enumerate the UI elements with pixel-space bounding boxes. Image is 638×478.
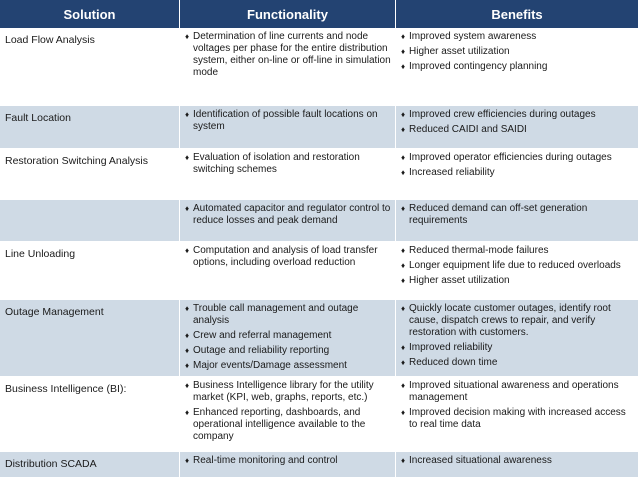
bullet-icon: ♦ bbox=[401, 456, 406, 465]
bullet-icon: ♦ bbox=[401, 47, 406, 56]
functionality-list bbox=[185, 380, 391, 443]
header-functionality: Functionality bbox=[180, 0, 396, 28]
solution-cell: Restoration Switching Analysis bbox=[0, 149, 180, 200]
solution-cell: Distribution SCADA bbox=[0, 452, 180, 478]
bullet-icon: ♦ bbox=[185, 361, 190, 370]
bullet-icon: ♦ bbox=[401, 110, 406, 119]
bullet-icon: ♦ bbox=[185, 381, 190, 390]
benefits-cell bbox=[396, 242, 638, 300]
list-item-text: Crew and referral management bbox=[193, 330, 332, 341]
bullet-icon: ♦ bbox=[401, 261, 406, 270]
bullet-icon: ♦ bbox=[185, 456, 190, 465]
bullet-icon: ♦ bbox=[401, 343, 406, 352]
list-item-text: Increased situational awareness bbox=[409, 455, 552, 466]
bullet-icon: ♦ bbox=[401, 408, 406, 417]
bullet-icon: ♦ bbox=[401, 62, 406, 71]
list-item bbox=[185, 407, 391, 443]
solution-cell bbox=[0, 200, 180, 242]
functionality-cell bbox=[180, 149, 396, 200]
benefits-cell bbox=[396, 300, 638, 377]
bullet-icon: ♦ bbox=[401, 304, 406, 313]
benefits-cell bbox=[396, 452, 638, 478]
list-item-text: Improved situational awareness and operations management bbox=[409, 380, 619, 403]
bullet-icon: ♦ bbox=[185, 408, 190, 417]
list-item bbox=[401, 357, 634, 369]
list-item bbox=[185, 330, 391, 342]
bullet-icon: ♦ bbox=[401, 246, 406, 255]
list-item-text: Outage and reliability reporting bbox=[193, 345, 330, 356]
bullet-icon: ♦ bbox=[401, 381, 406, 390]
list-item bbox=[401, 152, 634, 164]
bullet-icon: ♦ bbox=[185, 246, 190, 255]
list-item-text: Longer equipment life due to reduced overloads bbox=[409, 260, 621, 271]
header-solution: Solution bbox=[0, 0, 180, 28]
list-item-text: Reduced CAIDI and SAIDI bbox=[409, 124, 527, 135]
functionality-cell bbox=[180, 242, 396, 300]
bullet-icon: ♦ bbox=[401, 32, 406, 41]
list-item bbox=[185, 303, 391, 327]
list-item-text: Computation and analysis of load transfer options, including overload reduction bbox=[193, 245, 378, 268]
list-item-text: Real-time monitoring and control bbox=[193, 455, 338, 466]
list-item-text: Higher asset utilization bbox=[409, 46, 510, 57]
functionality-cell bbox=[180, 377, 396, 452]
bullet-icon: ♦ bbox=[185, 346, 190, 355]
bullet-icon: ♦ bbox=[401, 168, 406, 177]
solution-cell: Fault Location bbox=[0, 106, 180, 149]
list-item bbox=[185, 360, 391, 372]
list-item bbox=[401, 124, 634, 136]
list-item-text: Reduced demand can off-set generation requirements bbox=[409, 203, 588, 226]
functionality-list bbox=[185, 203, 391, 227]
list-item bbox=[401, 342, 634, 354]
bullet-icon: ♦ bbox=[401, 204, 406, 213]
benefits-list bbox=[401, 303, 634, 369]
solution-cell: Business Intelligence (BI): bbox=[0, 377, 180, 452]
list-item bbox=[401, 31, 634, 43]
list-item-text: Higher asset utilization bbox=[409, 275, 510, 286]
list-item bbox=[185, 455, 391, 467]
list-item-text: Improved system awareness bbox=[409, 31, 537, 42]
list-item bbox=[401, 303, 634, 339]
functionality-list bbox=[185, 31, 391, 79]
list-item bbox=[185, 345, 391, 357]
solution-cell: Outage Management bbox=[0, 300, 180, 377]
list-item bbox=[401, 203, 634, 227]
list-item bbox=[401, 245, 634, 257]
list-item bbox=[401, 380, 634, 404]
list-item-text: Improved crew efficiencies during outages bbox=[409, 109, 596, 120]
bullet-icon: ♦ bbox=[401, 358, 406, 367]
list-item bbox=[401, 109, 634, 121]
functionality-list bbox=[185, 245, 391, 269]
functionality-cell bbox=[180, 28, 396, 106]
functionality-cell bbox=[180, 106, 396, 149]
list-item bbox=[185, 245, 391, 269]
list-item-text: Identification of possible fault locations on system bbox=[193, 109, 378, 132]
list-item bbox=[185, 152, 391, 176]
functionality-list bbox=[185, 152, 391, 176]
benefits-list bbox=[401, 203, 634, 227]
list-item-text: Trouble call management and outage analysis bbox=[193, 303, 359, 326]
list-item bbox=[185, 31, 391, 79]
bullet-icon: ♦ bbox=[401, 125, 406, 134]
header-benefits: Benefits bbox=[396, 0, 638, 28]
bullet-icon: ♦ bbox=[401, 153, 406, 162]
benefits-list bbox=[401, 109, 634, 136]
list-item bbox=[185, 380, 391, 404]
solution-cell: Load Flow Analysis bbox=[0, 28, 180, 106]
benefits-list bbox=[401, 380, 634, 431]
list-item bbox=[401, 275, 634, 287]
benefits-cell bbox=[396, 149, 638, 200]
list-item-text: Determination of line currents and node voltages per phase for the entire distribution system, either on-line or off-line in simulation mode bbox=[193, 31, 391, 78]
list-item-text: Increased reliability bbox=[409, 167, 495, 178]
bullet-icon: ♦ bbox=[185, 331, 190, 340]
benefits-list bbox=[401, 455, 634, 467]
list-item bbox=[401, 61, 634, 73]
list-item-text: Improved decision making with increased access to real time data bbox=[409, 407, 626, 430]
list-item bbox=[401, 407, 634, 431]
functionality-cell bbox=[180, 452, 396, 478]
list-item bbox=[185, 109, 391, 133]
list-item bbox=[401, 455, 634, 467]
benefits-cell bbox=[396, 106, 638, 149]
list-item bbox=[401, 167, 634, 179]
benefits-cell bbox=[396, 200, 638, 242]
list-item-text: Quickly locate customer outages, identify root cause, dispatch crews to repair, and verify restoration with customers. bbox=[409, 303, 611, 338]
benefits-cell bbox=[396, 28, 638, 106]
list-item-text: Automated capacitor and regulator control to reduce losses and peak demand bbox=[193, 203, 391, 226]
benefits-list bbox=[401, 152, 634, 179]
list-item bbox=[401, 46, 634, 58]
bullet-icon: ♦ bbox=[401, 276, 406, 285]
bullet-icon: ♦ bbox=[185, 32, 190, 41]
bullet-icon: ♦ bbox=[185, 110, 190, 119]
functionality-cell bbox=[180, 200, 396, 242]
list-item-text: Business Intelligence library for the utility market (KPI, web, graphs, reports, etc.) bbox=[193, 380, 374, 403]
benefits-cell bbox=[396, 377, 638, 452]
list-item-text: Improved operator efficiencies during outages bbox=[409, 152, 612, 163]
list-item-text: Enhanced reporting, dashboards, and operational intelligence available to the company bbox=[193, 407, 366, 442]
solution-cell: Line Unloading bbox=[0, 242, 180, 300]
list-item-text: Major events/Damage assessment bbox=[193, 360, 347, 371]
functionality-list bbox=[185, 109, 391, 133]
bullet-icon: ♦ bbox=[185, 304, 190, 313]
list-item bbox=[185, 203, 391, 227]
benefits-list bbox=[401, 31, 634, 73]
functionality-list bbox=[185, 455, 391, 467]
list-item-text: Evaluation of isolation and restoration switching schemes bbox=[193, 152, 360, 175]
functionality-list bbox=[185, 303, 391, 372]
benefits-list bbox=[401, 245, 634, 287]
list-item-text: Improved contingency planning bbox=[409, 61, 548, 72]
functionality-cell bbox=[180, 300, 396, 377]
list-item-text: Reduced thermal-mode failures bbox=[409, 245, 549, 256]
list-item-text: Improved reliability bbox=[409, 342, 493, 353]
bullet-icon: ♦ bbox=[185, 204, 190, 213]
list-item bbox=[401, 260, 634, 272]
bullet-icon: ♦ bbox=[185, 153, 190, 162]
list-item-text: Reduced down time bbox=[409, 357, 498, 368]
